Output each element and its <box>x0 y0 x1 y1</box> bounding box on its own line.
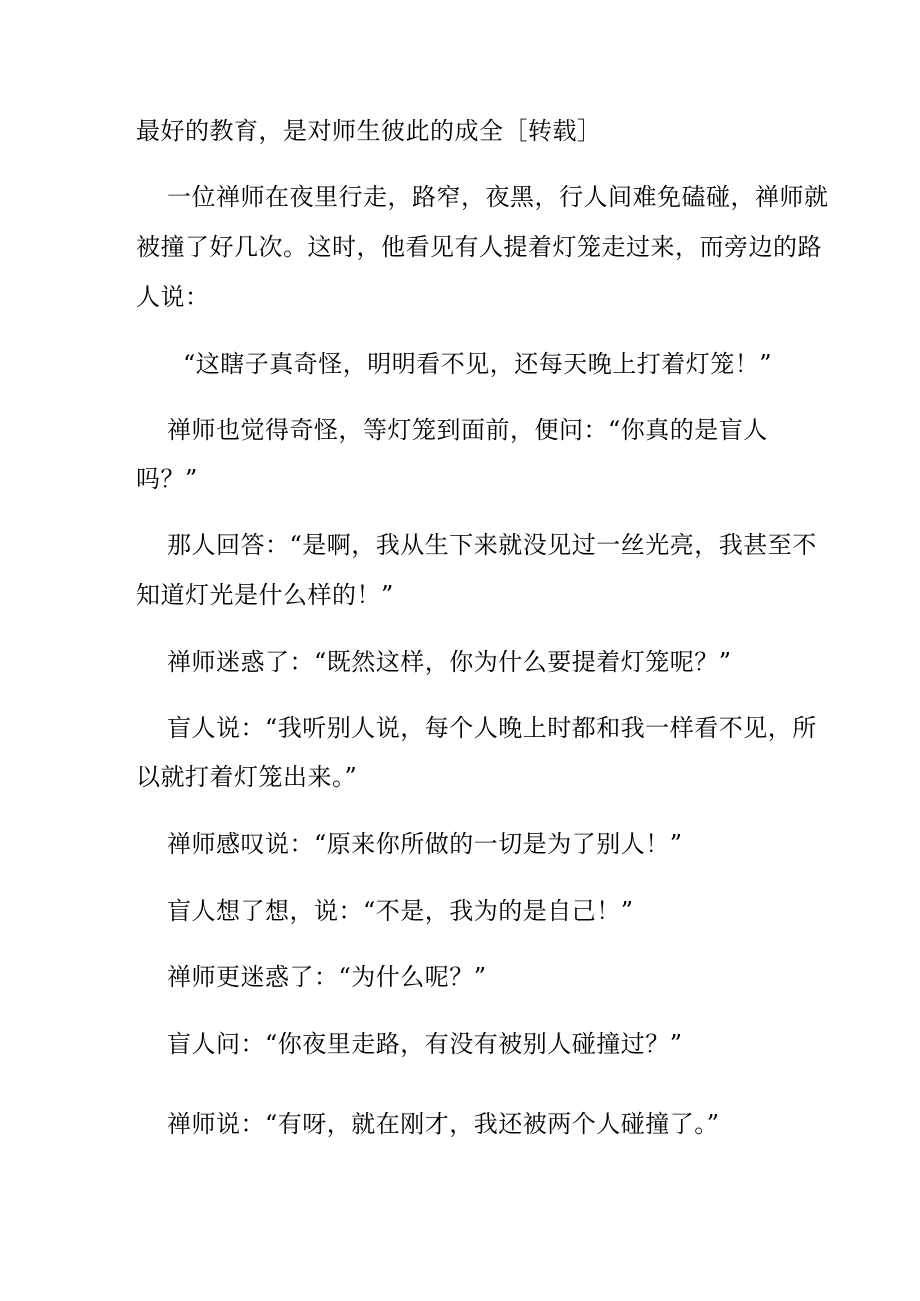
paragraph-5-line-2: 以就打着灯笼出来。” <box>136 763 358 791</box>
paragraph-6: 禅师感叹说：“原来你所做的一切是为了别人！” <box>167 830 683 858</box>
paragraph-1-line-2: 被撞了好几次。这时，他看见有人提着灯笼走过来，而旁边的路 <box>136 233 822 261</box>
paragraph-4: 禅师迷惑了：“既然这样，你为什么要提着灯笼呢？” <box>167 648 732 676</box>
paragraph-1-line-1: 一位禅师在夜里行走，路窄，夜黑，行人间难免磕碰，禅师就 <box>167 183 829 211</box>
document-title: 最好的教育，是对师生彼此的成全［转载］ <box>136 117 602 145</box>
paragraph-2-line-2: 吗？” <box>136 465 198 493</box>
paragraph-9: 盲人问：“你夜里走路，有没有被别人碰撞过？” <box>167 1030 683 1058</box>
paragraph-7: 盲人想了想，说：“不是，我为的是自己！” <box>167 897 634 925</box>
paragraph-5-line-1: 盲人说：“我听别人说，每个人晚上时都和我一样看不见，所 <box>167 714 817 742</box>
quote-paragraph: “这瞎子真奇怪，明明看不见，还每天晚上打着灯笼！” <box>183 350 773 378</box>
paragraph-10: 禅师说：“有呀，就在刚才，我还被两个人碰撞了。” <box>167 1110 720 1138</box>
paragraph-1-line-3: 人说： <box>136 283 210 311</box>
paragraph-8: 禅师更迷惑了：“为什么呢？” <box>167 963 487 991</box>
paragraph-3-line-1: 那人回答：“是啊，我从生下来就没见过一丝光亮，我甚至不 <box>167 531 817 559</box>
paragraph-2-line-1: 禅师也觉得奇怪，等灯笼到面前，便问：“你真的是盲人 <box>167 416 768 444</box>
paragraph-3-line-2: 知道灯光是什么样的！” <box>136 581 394 609</box>
